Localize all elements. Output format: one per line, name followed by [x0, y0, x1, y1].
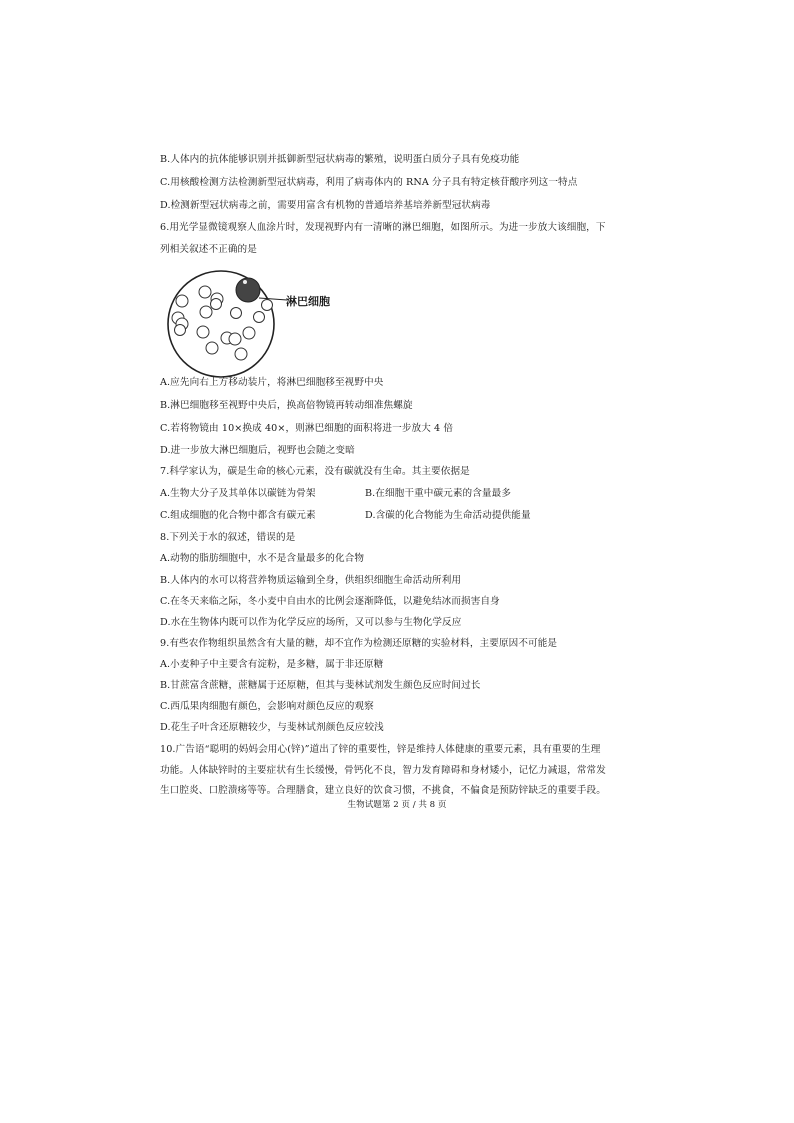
q10-line-1: 10.广告语“聪明的妈妈会用心(锌)”道出了锌的重要性，锌是维持人体健康的重要元素，具有重要的生理: [160, 744, 601, 755]
red-blood-cell: [200, 306, 212, 318]
q7-option-a: A.生物大分子及其单体以碳链为骨架: [160, 488, 316, 499]
q9-option-a: A.小麦种子中主要含有淀粉，是多糖，属于非还原糖: [160, 659, 384, 670]
microscope-field-figure: [160, 268, 370, 378]
q5-option-d: D.检测新型冠状病毒之前，需要用富含有机物的普通培养基培养新型冠状病毒: [160, 200, 491, 211]
red-blood-cell: [175, 325, 186, 336]
q9-option-d: D.花生子叶含还原糖较少，与斐林试剂颜色反应较浅: [160, 722, 384, 733]
q5-option-c: C.用核酸检测方法检测新型冠状病毒，利用了病毒体内的 RNA 分子具有特定核苷酸序列这一特点: [160, 177, 578, 188]
red-blood-cell: [243, 327, 255, 339]
lymphocyte-highlight: [243, 280, 247, 284]
q5-option-b: B.人体内的抗体能够识别并抵御新型冠状病毒的繁殖，说明蛋白质分子具有免疫功能: [160, 154, 520, 165]
red-blood-cell: [199, 286, 211, 298]
q6-stem-line-1: 6.用光学显微镜观察人血涂片时，发现视野内有一清晰的淋巴细胞，如图所示。为进一步放大该细胞，下: [160, 222, 606, 233]
q8-option-b: B.人体内的水可以将营养物质运输到全身，供组织细胞生命活动所利用: [160, 575, 462, 586]
q8-option-d: D.水在生物体内既可以作为化学反应的场所，又可以参与生物化学反应: [160, 617, 462, 628]
q7-option-c: C.组成细胞的化合物中都含有碳元素: [160, 510, 316, 521]
q6-option-d: D.进一步放大淋巴细胞后，视野也会随之变暗: [160, 445, 355, 456]
lymphocyte-label: 淋巴细胞: [286, 295, 330, 308]
microscope-field-diagram: [160, 268, 290, 378]
red-blood-cell: [254, 312, 265, 323]
q9-option-c: C.西瓜果肉细胞有颜色，会影响对颜色反应的观察: [160, 701, 374, 712]
q10-line-2: 功能。人体缺锌时的主要症状有生长缓慢，骨钙化不良，智力发育障碍和身材矮小，记忆力减退，常常发: [160, 765, 606, 776]
lymphocyte: [236, 278, 260, 302]
q9-option-b: B.甘蔗富含蔗糖，蔗糖属于还原糖，但其与斐林试剂发生颜色反应时间过长: [160, 680, 481, 691]
q6-stem-line-2: 列相关叙述不正确的是: [160, 244, 257, 255]
red-blood-cell: [262, 300, 273, 311]
red-blood-cell: [197, 326, 209, 338]
q7-option-d: D.含碳的化合物能为生命活动提供能量: [365, 510, 531, 521]
q6-option-a: A.应先向右上方移动装片，将淋巴细胞移至视野中央: [160, 377, 384, 388]
q8-stem: 8.下列关于水的叙述，错误的是: [160, 532, 296, 543]
page-footer: 生物试题第 2 页 / 共 8 页: [347, 800, 447, 810]
red-blood-cell: [211, 299, 222, 310]
q8-option-c: C.在冬天来临之际，冬小麦中自由水的比例会逐渐降低，以避免结冰而损害自身: [160, 596, 500, 607]
red-blood-cell: [235, 348, 247, 360]
red-blood-cell: [231, 308, 242, 319]
q7-option-b: B.在细胞干重中碳元素的含量最多: [365, 488, 512, 499]
red-blood-cell: [206, 342, 218, 354]
q10-line-3: 生口腔炎、口腔溃疡等等。合理膳食，建立良好的饮食习惯，不挑食，不偏食是预防锌缺乏的重要手段。: [160, 785, 606, 796]
q8-option-a: A.动物的脂肪细胞中，水不是含量最多的化合物: [160, 553, 365, 564]
q6-option-c: C.若将物镜由 10×换成 40×，则淋巴细胞的面积将进一步放大 4 倍: [160, 423, 454, 434]
q9-stem: 9.有些农作物组织虽然含有大量的糖，却不宜作为检测还原糖的实验材料，主要原因不可能是: [160, 638, 558, 649]
q7-stem: 7.科学家认为，碳是生命的核心元素，没有碳就没有生命。其主要依据是: [160, 466, 470, 477]
q6-option-b: B.淋巴细胞移至视野中央后，换高倍物镜再转动细准焦螺旋: [160, 400, 413, 411]
red-blood-cell: [229, 333, 241, 345]
red-blood-cell: [176, 295, 188, 307]
